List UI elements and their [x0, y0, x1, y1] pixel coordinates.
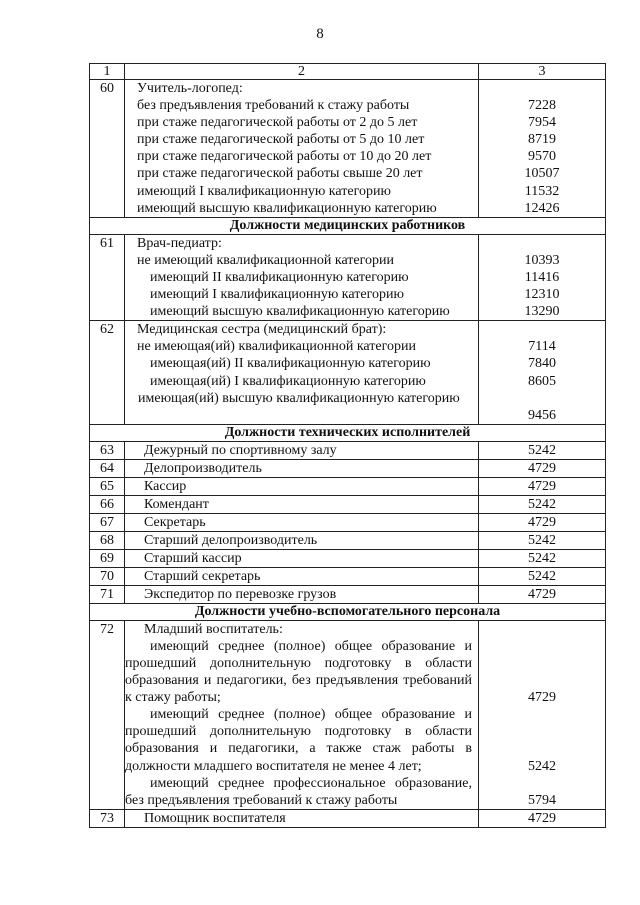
salary-value: 5242: [479, 549, 606, 567]
section-header: [90, 217, 606, 234]
row-number: 65: [90, 477, 125, 495]
table-row: [90, 234, 606, 320]
salary-value: 7954: [528, 115, 556, 131]
salary-value: 9570: [528, 149, 556, 165]
section-title: Должности медицинских работников: [90, 217, 606, 234]
table-row: [90, 567, 606, 585]
row-number: 70: [90, 567, 125, 585]
position-title: Учитель-логопед:: [137, 81, 243, 96]
table-row: [90, 513, 606, 531]
table-row: [90, 441, 606, 459]
position-name: Секретарь: [125, 513, 479, 531]
salary-cell: [479, 80, 606, 218]
position-item: при стаже педагогической работы от 10 до 20 лет: [137, 149, 432, 165]
salary-value: 4729: [479, 477, 606, 495]
salary-value: 5242: [479, 495, 606, 513]
row-number: 64: [90, 459, 125, 477]
salary-value: 4729: [479, 513, 606, 531]
salary-value: 8719: [528, 132, 556, 148]
position-item: имеющая(ий) высшую квалификационную категорию: [138, 390, 460, 406]
salary-cell: [479, 620, 606, 809]
salary-value: 9456: [528, 407, 556, 423]
position-item: не имеющая(ий) квалификационной категории: [137, 339, 416, 355]
position-item: имеющий среднее (полное) общее образование и прошедший дополнительную подготовку в области образования и педагогики, без предъявления требований к стажу работы;: [125, 638, 472, 706]
table-row: [90, 809, 606, 827]
position-name: Помощник воспитателя: [125, 809, 479, 827]
salary-value: 10393: [524, 252, 560, 268]
salary-value: 13290: [524, 304, 560, 320]
position-item: имеющий II квалификационную категорию: [150, 269, 409, 285]
row-number: 61: [90, 234, 125, 320]
salary-value: 12310: [524, 287, 560, 303]
page-number: 8: [316, 26, 324, 42]
table-row: [90, 495, 606, 513]
salary-value: 12426: [524, 200, 560, 216]
salary-value: 5242: [528, 758, 556, 774]
section-title: Должности учебно-вспомогательного персонала: [90, 603, 606, 620]
table-row: [90, 531, 606, 549]
table-row: [90, 459, 606, 477]
salary-value: 5242: [479, 441, 606, 459]
salary-value: 4729: [528, 690, 556, 706]
salary-cell: [479, 321, 606, 425]
row-number: 68: [90, 531, 125, 549]
salary-cell: [479, 234, 606, 320]
salary-value: 11532: [524, 183, 560, 199]
position-cell: [125, 234, 479, 320]
position-item: при стаже педагогической работы от 5 до 10 лет: [137, 132, 425, 148]
position-item: имеющая(ий) I квалификационную категорию: [150, 373, 426, 389]
position-name: Кассир: [125, 477, 479, 495]
section-header: [90, 424, 606, 441]
row-number: 63: [90, 441, 125, 459]
salary-value: 5242: [479, 567, 606, 585]
position-item: имеющий среднее профессиональное образование, без предъявления требований к стажу работы: [125, 775, 472, 808]
table-row: [90, 620, 606, 809]
salary-value: 10507: [524, 166, 560, 182]
header-col-3: 3: [479, 64, 606, 80]
salary-value: 8605: [528, 373, 556, 389]
salary-value: 4729: [479, 585, 606, 603]
salary-value: 7228: [528, 98, 556, 114]
salary-value: 5242: [479, 531, 606, 549]
row-number: 66: [90, 495, 125, 513]
position-cell: [125, 80, 479, 218]
row-number: 62: [90, 321, 125, 425]
row-number: 60: [90, 80, 125, 218]
salary-value: 7114: [528, 339, 556, 355]
row-number: 72: [90, 620, 125, 809]
salary-value: 11416: [524, 269, 560, 285]
table-row: [90, 585, 606, 603]
row-number: 71: [90, 585, 125, 603]
position-item: при стаже педагогической работы свыше 20 лет: [137, 166, 423, 182]
salary-value: 7840: [528, 356, 556, 372]
salary-value: 4729: [479, 809, 606, 827]
position-name: Старший делопроизводитель: [125, 531, 479, 549]
position-title: Младший воспитатель:: [144, 621, 283, 637]
salary-value: 4729: [479, 459, 606, 477]
position-item: имеющий высшую квалификационную категорию: [150, 304, 450, 320]
salary-value: 5794: [528, 792, 556, 808]
row-number: 73: [90, 809, 125, 827]
table-header-row: [90, 64, 606, 80]
position-name: Экспедитор по перевозке грузов: [125, 585, 479, 603]
position-item: без предъявления требований к стажу работы: [137, 98, 410, 114]
position-item: имеющий высшую квалификационную категорию: [137, 200, 437, 216]
position-name: Старший кассир: [125, 549, 479, 567]
table-row: [90, 321, 606, 425]
table-row: [90, 477, 606, 495]
section-title: Должности технических исполнителей: [90, 424, 606, 441]
position-name: Комендант: [125, 495, 479, 513]
position-item: не имеющий квалификационной категории: [137, 252, 395, 268]
row-number: 69: [90, 549, 125, 567]
position-cell: [125, 321, 479, 425]
position-title: Врач-педиатр:: [137, 235, 222, 251]
position-item: имеющий I квалификационную категорию: [150, 287, 404, 303]
position-item: при стаже педагогической работы от 2 до 5 лет: [137, 115, 418, 131]
row-number: 67: [90, 513, 125, 531]
position-title: Медицинская сестра (медицинский брат):: [137, 322, 387, 338]
position-cell: [125, 620, 479, 809]
position-item: имеющий среднее (полное) общее образование и прошедший дополнительную подготовку в области образования и педагогики, а также стаж работы в должности младшего воспитателя не менее 4 лет;: [125, 707, 472, 774]
table-row: [90, 80, 606, 218]
position-item: имеющая(ий) II квалификационную категорию: [150, 356, 431, 372]
header-col-1: 1: [90, 64, 125, 80]
position-name: Делопроизводитель: [125, 459, 479, 477]
header-col-2: 2: [125, 64, 479, 80]
salary-table: [89, 63, 606, 828]
table-row: [90, 549, 606, 567]
position-name: Дежурный по спортивному залу: [125, 441, 479, 459]
position-item: имеющий I квалификационную категорию: [137, 183, 391, 199]
section-header: [90, 603, 606, 620]
position-name: Старший секретарь: [125, 567, 479, 585]
